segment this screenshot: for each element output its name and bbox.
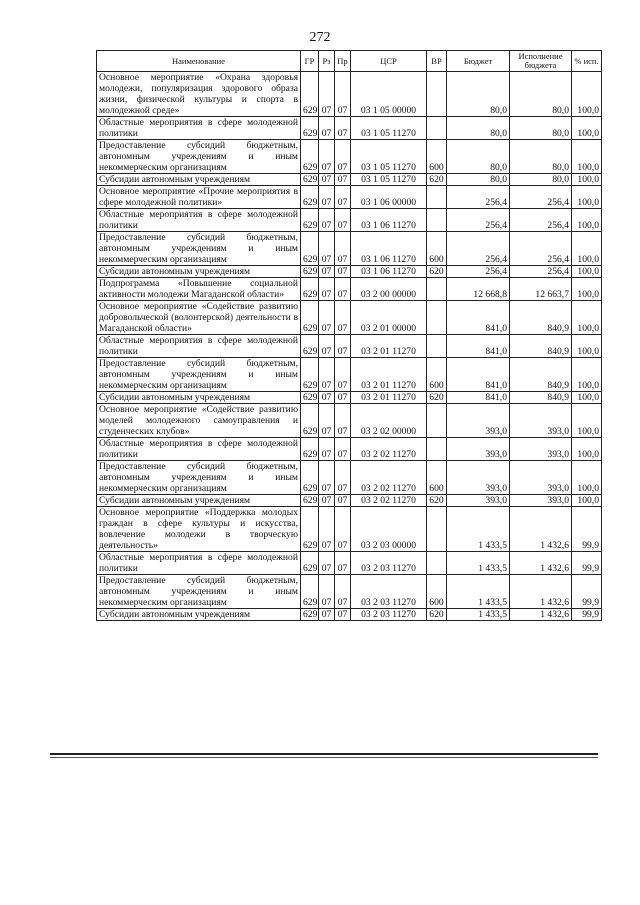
cell-pr: 07 xyxy=(335,552,351,575)
table-row xyxy=(97,186,602,209)
cell-percent: 99,9 xyxy=(572,552,602,575)
cell-pr: 07 xyxy=(335,392,351,404)
cell-budget: 393,0 xyxy=(447,495,510,507)
table-row xyxy=(97,438,602,461)
table-row xyxy=(97,72,602,117)
cell-execution: 80,0 xyxy=(510,140,572,174)
cell-vr xyxy=(427,507,447,552)
cell-execution: 840,9 xyxy=(510,392,572,404)
cell-rz: 07 xyxy=(319,392,335,404)
cell-pr: 07 xyxy=(335,495,351,507)
cell-vr xyxy=(427,438,447,461)
cell-gr: 629 xyxy=(301,174,319,186)
cell-gr: 629 xyxy=(301,335,319,358)
cell-rz: 07 xyxy=(319,117,335,140)
header-vr: ВР xyxy=(427,51,447,72)
cell-pr: 07 xyxy=(335,209,351,232)
cell-execution: 256,4 xyxy=(510,232,572,266)
cell-name: Подпрограмма «Повышение социальной активности молодежи Магаданской области» xyxy=(97,278,301,301)
cell-csr: 03 2 02 11270 xyxy=(351,438,427,461)
table-row xyxy=(97,507,602,552)
table-row xyxy=(97,232,602,266)
cell-percent: 100,0 xyxy=(572,301,602,335)
cell-name: Областные мероприятия в сфере молодежной политики xyxy=(97,117,301,140)
table-row xyxy=(97,575,602,609)
cell-pr: 07 xyxy=(335,117,351,140)
cell-rz: 07 xyxy=(319,232,335,266)
cell-name: Предоставление субсидий бюджетным, автономным учреждениям и иным некоммерческим организациям xyxy=(97,358,301,392)
cell-execution: 393,0 xyxy=(510,495,572,507)
table-row xyxy=(97,404,602,438)
cell-execution: 1 432,6 xyxy=(510,507,572,552)
cell-execution: 1 432,6 xyxy=(510,575,572,609)
cell-pr: 07 xyxy=(335,72,351,117)
cell-name: Основное мероприятие «Содействие развитию моделей молодежного самоуправления и студенческих клубов» xyxy=(97,404,301,438)
cell-rz: 07 xyxy=(319,278,335,301)
cell-csr: 03 1 05 11270 xyxy=(351,117,427,140)
cell-pr: 07 xyxy=(335,461,351,495)
cell-execution: 840,9 xyxy=(510,358,572,392)
cell-execution: 80,0 xyxy=(510,72,572,117)
cell-percent: 100,0 xyxy=(572,335,602,358)
cell-vr xyxy=(427,209,447,232)
cell-execution: 840,9 xyxy=(510,301,572,335)
cell-rz: 07 xyxy=(319,72,335,117)
page-number: 272 xyxy=(309,30,331,45)
cell-vr: 600 xyxy=(427,575,447,609)
cell-gr: 629 xyxy=(301,404,319,438)
cell-name: Предоставление субсидий бюджетным, автономным учреждениям и иным некоммерческим организациям xyxy=(97,575,301,609)
cell-percent: 100,0 xyxy=(572,495,602,507)
cell-csr: 03 1 05 00000 xyxy=(351,72,427,117)
cell-execution: 256,4 xyxy=(510,186,572,209)
cell-vr xyxy=(427,278,447,301)
cell-budget: 256,4 xyxy=(447,232,510,266)
cell-vr: 620 xyxy=(427,495,447,507)
table-row xyxy=(97,174,602,186)
cell-csr: 03 1 05 11270 xyxy=(351,140,427,174)
cell-pr: 07 xyxy=(335,358,351,392)
cell-vr xyxy=(427,117,447,140)
cell-execution: 393,0 xyxy=(510,438,572,461)
cell-percent: 100,0 xyxy=(572,266,602,278)
cell-budget: 80,0 xyxy=(447,117,510,140)
cell-pr: 07 xyxy=(335,174,351,186)
budget-execution-table xyxy=(96,50,602,621)
table-row xyxy=(97,461,602,495)
cell-execution: 840,9 xyxy=(510,335,572,358)
cell-csr: 03 1 06 11270 xyxy=(351,232,427,266)
cell-csr: 03 2 03 00000 xyxy=(351,507,427,552)
cell-csr: 03 2 01 11270 xyxy=(351,392,427,404)
cell-percent: 100,0 xyxy=(572,72,602,117)
cell-vr xyxy=(427,186,447,209)
cell-csr: 03 1 06 11270 xyxy=(351,209,427,232)
cell-rz: 07 xyxy=(319,552,335,575)
table-header-row xyxy=(97,51,602,72)
cell-budget: 841,0 xyxy=(447,335,510,358)
cell-gr: 629 xyxy=(301,278,319,301)
cell-pr: 07 xyxy=(335,232,351,266)
cell-budget: 393,0 xyxy=(447,438,510,461)
cell-rz: 07 xyxy=(319,335,335,358)
cell-name: Областные мероприятия в сфере молодежной политики xyxy=(97,438,301,461)
cell-percent: 100,0 xyxy=(572,404,602,438)
cell-name: Предоставление субсидий бюджетным, автономным учреждениям и иным некоммерческим организациям xyxy=(97,461,301,495)
cell-gr: 629 xyxy=(301,186,319,209)
cell-rz: 07 xyxy=(319,609,335,621)
cell-budget: 841,0 xyxy=(447,301,510,335)
cell-budget: 1 433,5 xyxy=(447,575,510,609)
cell-percent: 99,9 xyxy=(572,575,602,609)
cell-gr: 629 xyxy=(301,438,319,461)
cell-execution: 256,4 xyxy=(510,209,572,232)
cell-execution: 12 663,7 xyxy=(510,278,572,301)
header-percent: % исп. xyxy=(572,51,602,72)
cell-budget: 256,4 xyxy=(447,266,510,278)
table-row xyxy=(97,609,602,621)
table-row xyxy=(97,117,602,140)
cell-percent: 100,0 xyxy=(572,117,602,140)
cell-csr: 03 2 00 00000 xyxy=(351,278,427,301)
cell-vr xyxy=(427,335,447,358)
cell-budget: 841,0 xyxy=(447,392,510,404)
cell-rz: 07 xyxy=(319,507,335,552)
footer-divider xyxy=(50,753,598,755)
cell-name: Предоставление субсидий бюджетным, автономным учреждениям и иным некоммерческим организациям xyxy=(97,232,301,266)
cell-pr: 07 xyxy=(335,507,351,552)
cell-percent: 99,9 xyxy=(572,609,602,621)
cell-pr: 07 xyxy=(335,404,351,438)
cell-csr: 03 1 05 11270 xyxy=(351,174,427,186)
cell-gr: 629 xyxy=(301,358,319,392)
cell-csr: 03 1 06 00000 xyxy=(351,186,427,209)
cell-name: Основное мероприятие «Прочие мероприятия в сфере молодежной политики» xyxy=(97,186,301,209)
cell-rz: 07 xyxy=(319,140,335,174)
cell-gr: 629 xyxy=(301,266,319,278)
cell-pr: 07 xyxy=(335,266,351,278)
cell-vr xyxy=(427,552,447,575)
cell-pr: 07 xyxy=(335,335,351,358)
cell-gr: 629 xyxy=(301,140,319,174)
table-row xyxy=(97,552,602,575)
cell-pr: 07 xyxy=(335,140,351,174)
cell-name: Основное мероприятие «Содействие развитию добровольческой (волонтерской) деятельности в Магаданской области» xyxy=(97,301,301,335)
cell-vr xyxy=(427,404,447,438)
cell-execution: 1 432,6 xyxy=(510,609,572,621)
cell-name: Предоставление субсидий бюджетным, автономным учреждениям и иным некоммерческим организациям xyxy=(97,140,301,174)
cell-percent: 100,0 xyxy=(572,186,602,209)
table-row xyxy=(97,495,602,507)
cell-name: Субсидии автономным учреждениям xyxy=(97,495,301,507)
cell-name: Субсидии автономным учреждениям xyxy=(97,392,301,404)
cell-vr: 620 xyxy=(427,609,447,621)
cell-percent: 100,0 xyxy=(572,278,602,301)
table-row xyxy=(97,335,602,358)
cell-pr: 07 xyxy=(335,278,351,301)
header-rz: Рз xyxy=(319,51,335,72)
table-row xyxy=(97,209,602,232)
cell-csr: 03 2 01 00000 xyxy=(351,301,427,335)
cell-percent: 100,0 xyxy=(572,392,602,404)
cell-gr: 629 xyxy=(301,72,319,117)
cell-vr: 600 xyxy=(427,461,447,495)
cell-csr: 03 2 03 11270 xyxy=(351,552,427,575)
table-row xyxy=(97,358,602,392)
cell-rz: 07 xyxy=(319,174,335,186)
cell-csr: 03 1 06 11270 xyxy=(351,266,427,278)
cell-gr: 629 xyxy=(301,609,319,621)
cell-execution: 80,0 xyxy=(510,174,572,186)
header-budget: Бюджет xyxy=(447,51,510,72)
cell-vr: 620 xyxy=(427,392,447,404)
cell-gr: 629 xyxy=(301,209,319,232)
cell-rz: 07 xyxy=(319,358,335,392)
cell-csr: 03 2 03 11270 xyxy=(351,609,427,621)
cell-gr: 629 xyxy=(301,507,319,552)
cell-csr: 03 2 02 11270 xyxy=(351,495,427,507)
cell-percent: 99,9 xyxy=(572,507,602,552)
cell-gr: 629 xyxy=(301,392,319,404)
cell-rz: 07 xyxy=(319,575,335,609)
cell-execution: 393,0 xyxy=(510,404,572,438)
cell-execution: 393,0 xyxy=(510,461,572,495)
cell-percent: 100,0 xyxy=(572,140,602,174)
cell-budget: 1 433,5 xyxy=(447,507,510,552)
cell-gr: 629 xyxy=(301,232,319,266)
cell-percent: 100,0 xyxy=(572,209,602,232)
cell-rz: 07 xyxy=(319,301,335,335)
cell-rz: 07 xyxy=(319,186,335,209)
cell-vr: 600 xyxy=(427,140,447,174)
footer-divider-thin xyxy=(50,757,598,758)
cell-vr: 620 xyxy=(427,266,447,278)
table-row xyxy=(97,266,602,278)
cell-rz: 07 xyxy=(319,404,335,438)
cell-pr: 07 xyxy=(335,301,351,335)
cell-budget: 393,0 xyxy=(447,461,510,495)
header-pr: Пр xyxy=(335,51,351,72)
cell-budget: 256,4 xyxy=(447,209,510,232)
cell-csr: 03 2 01 11270 xyxy=(351,358,427,392)
cell-percent: 100,0 xyxy=(572,174,602,186)
cell-gr: 629 xyxy=(301,301,319,335)
cell-pr: 07 xyxy=(335,609,351,621)
cell-rz: 07 xyxy=(319,209,335,232)
cell-name: Областные мероприятия в сфере молодежной политики xyxy=(97,335,301,358)
cell-budget: 12 668,8 xyxy=(447,278,510,301)
cell-budget: 256,4 xyxy=(447,186,510,209)
cell-budget: 841,0 xyxy=(447,358,510,392)
cell-percent: 100,0 xyxy=(572,358,602,392)
cell-gr: 629 xyxy=(301,117,319,140)
cell-csr: 03 2 02 00000 xyxy=(351,404,427,438)
cell-pr: 07 xyxy=(335,575,351,609)
cell-budget: 80,0 xyxy=(447,174,510,186)
table-row xyxy=(97,392,602,404)
table-body xyxy=(97,72,602,621)
header-csr: ЦСР xyxy=(351,51,427,72)
cell-rz: 07 xyxy=(319,495,335,507)
cell-name: Основное мероприятие «Охрана здоровья молодежи, популяризация здорового образа жизни, физической культуры и спорта в молодежной среде» xyxy=(97,72,301,117)
table-row xyxy=(97,278,602,301)
cell-name: Основное мероприятие «Поддержка молодых граждан в сфере культуры и искусства, вовлечение молодежи в творческую деятельность» xyxy=(97,507,301,552)
cell-name: Областные мероприятия в сфере молодежной политики xyxy=(97,209,301,232)
header-execution: Исполнение бюджета xyxy=(510,51,572,72)
cell-rz: 07 xyxy=(319,438,335,461)
cell-percent: 100,0 xyxy=(572,438,602,461)
cell-gr: 629 xyxy=(301,495,319,507)
cell-vr xyxy=(427,301,447,335)
cell-gr: 629 xyxy=(301,552,319,575)
cell-pr: 07 xyxy=(335,438,351,461)
cell-vr: 600 xyxy=(427,358,447,392)
table-row xyxy=(97,140,602,174)
cell-percent: 100,0 xyxy=(572,461,602,495)
cell-vr: 620 xyxy=(427,174,447,186)
table-row xyxy=(97,301,602,335)
cell-budget: 80,0 xyxy=(447,140,510,174)
cell-name: Областные мероприятия в сфере молодежной политики xyxy=(97,552,301,575)
cell-gr: 629 xyxy=(301,461,319,495)
cell-percent: 100,0 xyxy=(572,232,602,266)
cell-execution: 256,4 xyxy=(510,266,572,278)
cell-execution: 80,0 xyxy=(510,117,572,140)
cell-name: Субсидии автономным учреждениям xyxy=(97,609,301,621)
cell-csr: 03 2 02 11270 xyxy=(351,461,427,495)
cell-budget: 1 433,5 xyxy=(447,552,510,575)
cell-budget: 393,0 xyxy=(447,404,510,438)
cell-name: Субсидии автономным учреждениям xyxy=(97,174,301,186)
cell-rz: 07 xyxy=(319,461,335,495)
cell-vr: 600 xyxy=(427,232,447,266)
cell-csr: 03 2 01 11270 xyxy=(351,335,427,358)
cell-gr: 629 xyxy=(301,575,319,609)
header-gr: ГР xyxy=(301,51,319,72)
cell-pr: 07 xyxy=(335,186,351,209)
cell-budget: 1 433,5 xyxy=(447,609,510,621)
cell-csr: 03 2 03 11270 xyxy=(351,575,427,609)
cell-name: Субсидии автономным учреждениям xyxy=(97,266,301,278)
cell-vr xyxy=(427,72,447,117)
cell-rz: 07 xyxy=(319,266,335,278)
header-name: Наименование xyxy=(97,51,301,72)
cell-budget: 80,0 xyxy=(447,72,510,117)
cell-execution: 1 432,6 xyxy=(510,552,572,575)
